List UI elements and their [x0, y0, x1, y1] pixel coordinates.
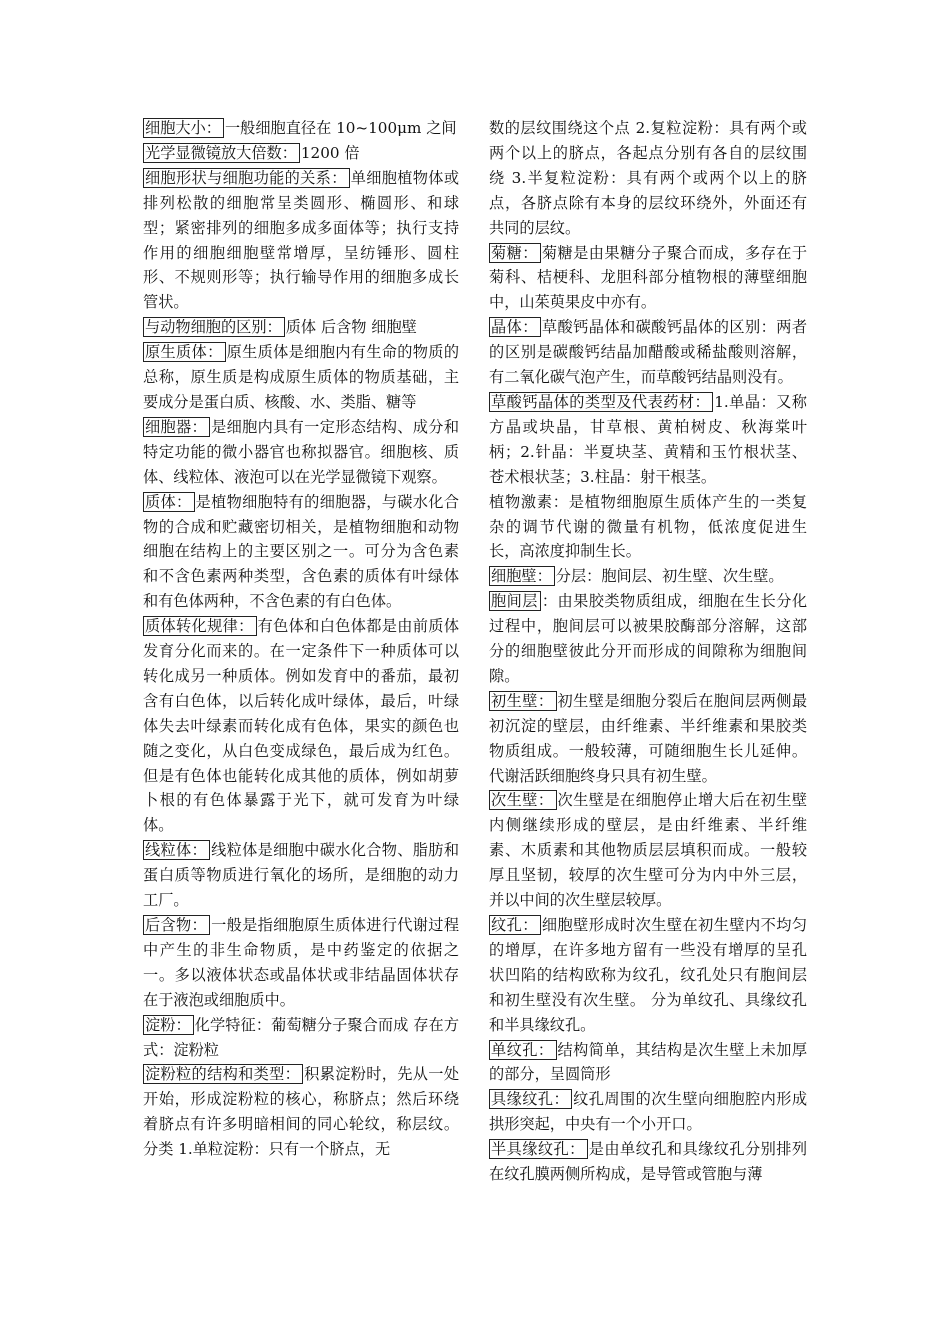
- paragraph-middle-lamella: [489, 589, 807, 689]
- definition-text: 菊糖是由果糖分子聚合而成，多存在于菊科、桔梗科、龙胆科部分植物根的薄壁细胞中，山茱萸果皮中亦有。: [489, 243, 808, 312]
- definition-text: 初生壁是细胞分裂后在胞间层两侧最初沉淀的壁层，由纤维素、半纤维素和果胶类物质组成。一般较薄，可随细胞生长儿延伸。代谢活跃细胞终身只具有初生壁。: [489, 691, 808, 785]
- paragraph-ergastic-substance: [143, 913, 459, 1013]
- right-column: [489, 116, 807, 1187]
- paragraph-plastid: [143, 490, 459, 615]
- definition-text: 是细胞内具有一定形态结构、成分和特定功能的微小器官也称拟器官。细胞核、质体、线粒体、液泡可以在光学显微镜下观察。: [143, 417, 460, 486]
- definition-text: 次生壁是在细胞停止增大后在初生壁内侧继续形成的壁层，是由纤维素、半纤维素、木质素和其他物质层层填积而成。一般较厚且坚韧，较厚的次生壁可分为内中外三层，并以中间的次生壁层较厚。: [489, 791, 808, 910]
- term-box: 淀粉：: [143, 1015, 194, 1035]
- paragraph-cell-size: [143, 116, 459, 141]
- term-box: 次生壁：: [489, 790, 557, 810]
- paragraph-cell-shape-function: [143, 166, 459, 315]
- paragraph-half-bordered-pit: [489, 1137, 807, 1187]
- term-box: 与动物细胞的区别：: [143, 317, 285, 337]
- definition-text: 质体 后含物 细胞壁: [285, 318, 417, 337]
- definition-text: 分层：胞间层、初生壁、次生壁。: [555, 567, 784, 586]
- paragraph-primary-wall: [489, 689, 807, 789]
- definition-text: 纹孔周围的次生壁向细胞腔内形成拱形突起，中央有一个小开口。: [489, 1090, 808, 1134]
- definition-text: 一般细胞直径在 10~100μm 之间: [224, 119, 457, 137]
- definition-text: 数的层纹围绕这个点 2.复粒淀粉：具有两个或两个以上的脐点，各起点分别有各自的层纹围绕 3.半复粒淀粉：具有两个或两个以上的脐点，各脐点除有本身的层纹环绕外，外面还有共同的层纹。: [489, 119, 807, 237]
- definition-text: 化学特征：葡萄糖分子聚合而成 存在方式：淀粉粒: [143, 1015, 460, 1059]
- paragraph-secondary-wall: [489, 788, 807, 913]
- term-box: 单纹孔：: [489, 1040, 557, 1060]
- term-box: 胞间层: [489, 591, 541, 611]
- paragraph-crystal: [489, 315, 807, 390]
- term-box: 细胞形状与细胞功能的关系：: [143, 168, 350, 188]
- definition-text: 原生质体是细胞内有生命的物质的总称，原生质是构成原生质体的物质基础，主要成分是蛋白质、核酸、水、类脂、糖等: [143, 343, 460, 411]
- definition-text: 单细胞植物体或排列松散的细胞常呈类圆形、椭圆形、和球型；紧密排列的细胞多成多面体等；执行支持作用的细胞细胞壁常增厚，呈纺锤形、圆柱形、不规则形等；执行输导作用的细胞多成长管状。: [143, 168, 460, 312]
- term-box: 细胞大小：: [143, 118, 224, 138]
- paragraph-plant-hormone: [489, 490, 807, 565]
- term-box: 线粒体：: [143, 840, 210, 860]
- paragraph-organelle: [143, 415, 459, 490]
- paragraph-mitochondria: [143, 838, 459, 913]
- definition-text: 草酸钙晶体和碳酸钙晶体的区别：两者的区别是碳酸钙结晶加醋酸或稀盐酸则溶解， 有二氧化碳气泡产生，而草酸钙结晶则没有。: [489, 318, 808, 387]
- term-box: 质体转化规律：: [143, 616, 257, 636]
- term-box: 具缘纹孔：: [489, 1089, 572, 1109]
- definition-text: 结构简单，其结构是次生壁上未加厚的部分，呈圆筒形: [489, 1040, 808, 1084]
- paragraph-plastid-conversion: [143, 614, 459, 838]
- term-box: 后含物：: [143, 915, 210, 935]
- paragraph-starch-grain-continued: [489, 116, 807, 241]
- term-box: 光学显微镜放大倍数：: [143, 143, 300, 163]
- paragraph-starch-grain: [143, 1062, 459, 1162]
- definition-text: 积累淀粉时，先从一处开始，形成淀粉粒的核心，称脐点；然后环绕着脐点有许多明暗相间的同心轮纹，称层纹。分类 1.单粒淀粉：只有一个脐点，无: [143, 1065, 460, 1159]
- term-box: 细胞壁：: [489, 566, 555, 586]
- term-box: 原生质体：: [143, 342, 226, 362]
- paragraph-pit: [489, 913, 807, 1038]
- term-box: 纹孔：: [489, 915, 541, 935]
- paragraph-microscope-magnification: [143, 141, 459, 166]
- definition-text: 有色体和白色体都是由前质体发育分化而来的。在一定条件下一种质体可以转化成另一种质体。例如发育中的番茄，最初含有白色体，以后转化成叶绿体，最后，叶绿体失去叶绿素而转化成有色体，果实的颜色也随之变化，从白色变成绿色，最后成为红色。 但是有色体也能转化成其他的质体，例如胡萝卜根的有色体暴露于光下，就可发育为叶绿体。: [143, 617, 460, 835]
- definition-text: 是由单纹孔和具缘纹孔分别排列在纹孔膜两侧所构成，是导管或管胞与薄: [489, 1140, 808, 1184]
- paragraph-calcium-oxalate-types: [489, 390, 807, 490]
- term-box: 初生壁：: [489, 691, 557, 711]
- paragraph-bordered-pit: [489, 1087, 807, 1137]
- term-box: 菊糖：: [489, 243, 541, 263]
- definition-text: 细胞壁形成时次生壁在初生壁内不均匀的增厚，在许多地方留有一些没有增厚的呈孔状凹陷的结构欧称为纹孔，纹孔处只有胞间层和初生壁没有次生壁。 分为单纹孔、具缘纹孔和半具缘纹孔。: [489, 916, 808, 1034]
- definition-text: 1200 倍: [300, 143, 360, 162]
- definition-text: 1.单晶：又称方晶或块晶，甘草根、黄柏树皮、秋海棠叶柄；2.针晶：半夏块茎、黄精和玉竹根状茎、苍术根状茎；3.柱晶：射干根茎。: [489, 392, 807, 486]
- definition-text: 植物激素：是植物细胞原生质体产生的一类复杂的调节代谢的微量有机物，低浓度促进生长，高浓度抑制生长。: [489, 492, 807, 561]
- definition-text: 是植物细胞特有的细胞器，与碳水化合物的合成和贮藏密切相关，是植物细胞和动物细胞在结构上的主要区别之一。可分为含色素和不含色素两种类型，含色素的质体有叶绿体和有色体两种，不含色素的有白色体。: [143, 492, 460, 611]
- paragraph-cell-wall: [489, 564, 807, 589]
- term-box: 细胞器：: [143, 417, 210, 437]
- term-box: 草酸钙晶体的类型及代表药材：: [489, 392, 713, 412]
- term-box: 晶体：: [489, 317, 541, 337]
- definition-text: ：由果胶类物质组成，细胞在生长分化过程中，胞间层可以被果胶酶部分溶解，这部分的细胞壁彼此分开而形成的间隙称为细胞间隙。: [489, 592, 808, 685]
- paragraph-inulin: [489, 241, 807, 316]
- term-box: 淀粉粒的结构和类型：: [143, 1064, 303, 1084]
- left-column: [143, 116, 459, 1162]
- paragraph-protoplast: [143, 340, 459, 415]
- term-box: 半具缘纹孔：: [489, 1139, 588, 1159]
- paragraph-starch: [143, 1013, 459, 1063]
- definition-text: 线粒体是细胞中碳水化合物、脂肪和蛋白质等物质进行氧化的场所，是细胞的动力工厂。: [143, 841, 460, 910]
- term-box: 质体：: [143, 492, 195, 512]
- paragraph-animal-cell-difference: [143, 315, 459, 340]
- definition-text: 一般是指细胞原生质体进行代谢过程中产生的非生命物质，是中药鉴定的依据之一。多以液体状态或晶体状或非结晶固体状存在于液泡或细胞质中。: [143, 916, 460, 1009]
- paragraph-simple-pit: [489, 1038, 807, 1088]
